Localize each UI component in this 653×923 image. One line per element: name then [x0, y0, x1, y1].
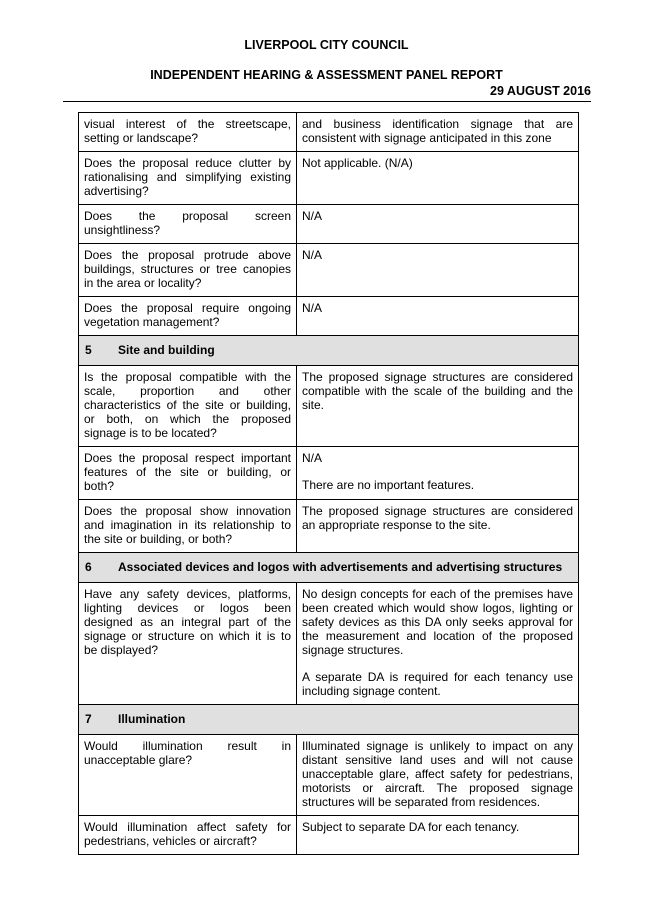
comment-paragraph: N/A: [302, 301, 323, 315]
section-header-row: [79, 336, 579, 366]
assessment-comment: [297, 244, 579, 297]
table-row: [79, 244, 579, 297]
assessment-comment: [297, 735, 579, 816]
section-number: 7: [85, 712, 92, 726]
criterion-question: visual interest of the streetscape, setting or landscape?: [79, 113, 297, 152]
comment-paragraph: A separate DA is required for each tenancy use including signage content.: [302, 670, 573, 698]
assessment-comment: [297, 366, 579, 447]
comment-paragraph: Subject to separate DA for each tenancy.: [302, 820, 520, 834]
section-header: [79, 336, 579, 366]
report-title: INDEPENDENT HEARING & ASSESSMENT PANEL REPORT: [150, 68, 503, 82]
comment-paragraph: N/A: [302, 451, 323, 465]
assessment-comment: [297, 297, 579, 336]
section-number: 5: [85, 343, 92, 357]
table-row: [79, 113, 579, 152]
assessment-comment: [297, 205, 579, 244]
report-date: 29 AUGUST 2016: [490, 84, 591, 98]
header-rule: [63, 101, 591, 102]
table-row: [79, 500, 579, 553]
comment-paragraph: Not applicable. (N/A): [302, 156, 413, 170]
table-row: [79, 735, 579, 816]
table-row: [79, 447, 579, 500]
criterion-question: Would illumination affect safety for pedestrians, vehicles or aircraft?: [79, 816, 297, 855]
table-row: [79, 583, 579, 705]
assessment-table: [78, 112, 579, 855]
section-title: Site and building: [118, 343, 215, 357]
criterion-question: Have any safety devices, platforms, lighting devices or logos been designed as an integral part of the signage or structure on which it is to be displayed?: [79, 583, 297, 705]
section-header-row: [79, 705, 579, 735]
criterion-question: Does the proposal reduce clutter by rationalising and simplifying existing advertising?: [79, 152, 297, 205]
assessment-comment: [297, 500, 579, 553]
comment-paragraph: No design concepts for each of the premises have been created which would show logos, lighting or safety devices as this DA only seeks approval for the measurement and location of the proposed signage structures.: [302, 587, 573, 657]
criterion-question: Does the proposal respect important features of the site or building, or both?: [79, 447, 297, 500]
assessment-comment: [297, 113, 579, 152]
criterion-question: Does the proposal require ongoing vegetation management?: [79, 297, 297, 336]
table-row: [79, 152, 579, 205]
criterion-question: Would illumination result in unacceptable glare?: [79, 735, 297, 816]
comment-paragraph: N/A: [302, 248, 323, 262]
assessment-comment: [297, 583, 579, 705]
criterion-question: Is the proposal compatible with the scale, proportion and other characteristics of the site or building, or both, on which the proposed signage is to be located?: [79, 366, 297, 447]
section-number: 6: [85, 560, 92, 574]
table-row: [79, 205, 579, 244]
section-title: Associated devices and logos with advertisements and advertising structures: [118, 560, 563, 574]
comment-paragraph: The proposed signage structures are considered an appropriate response to the site.: [302, 504, 573, 532]
assessment-comment: [297, 447, 579, 500]
section-header-row: [79, 553, 579, 583]
table-row: [79, 366, 579, 447]
criterion-question: Does the proposal protrude above buildings, structures or tree canopies in the area or locality?: [79, 244, 297, 297]
assessment-comment: [297, 152, 579, 205]
section-header: [79, 553, 579, 583]
comment-paragraph: Illuminated signage is unlikely to impact on any distant sensitive land uses and will not cause unacceptable glare, affect safety for pedestrians, motorists or aircraft. The proposed signage structures will be separated from residences.: [302, 739, 573, 809]
comment-paragraph: N/A: [302, 209, 323, 223]
assessment-comment: [297, 816, 579, 855]
criterion-question: Does the proposal screen unsightliness?: [79, 205, 297, 244]
criterion-question: Does the proposal show innovation and imagination in its relationship to the site or building, or both?: [79, 500, 297, 553]
table-row: [79, 297, 579, 336]
comment-paragraph: The proposed signage structures are considered compatible with the scale of the building and the site.: [302, 370, 573, 412]
section-header: [79, 705, 579, 735]
section-title: Illumination: [118, 712, 186, 726]
comment-paragraph: and business identification signage that are consistent with signage anticipated in this zone: [302, 117, 573, 145]
table-row: [79, 816, 579, 855]
comment-paragraph: There are no important features.: [302, 478, 475, 492]
council-name: LIVERPOOL CITY COUNCIL: [244, 38, 409, 52]
